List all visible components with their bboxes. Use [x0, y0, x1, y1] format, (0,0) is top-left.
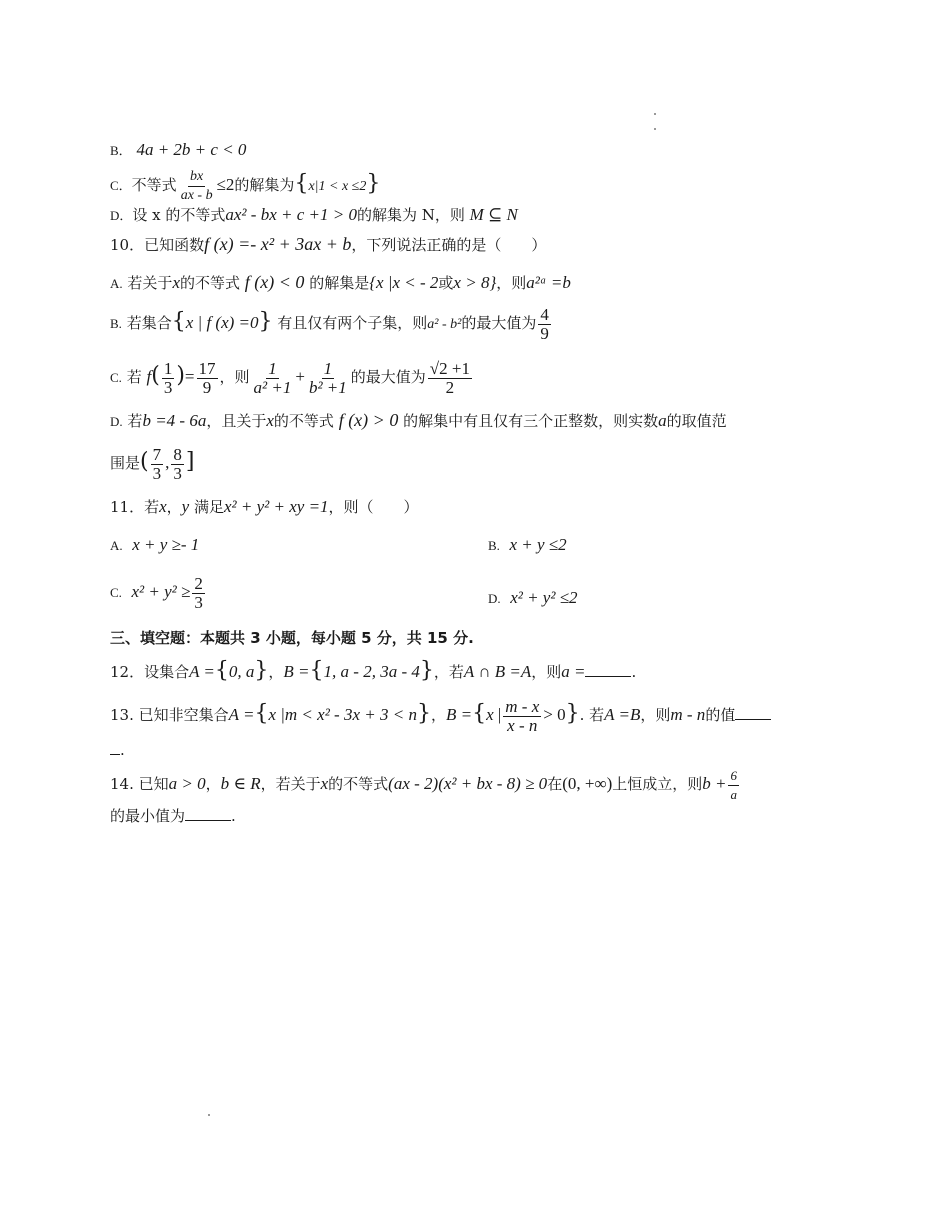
option-10c: C. 若 f( $\frac{1}{3}$ )= $\frac{17}{9}$ ，则 $\frac{1}{\text{a² +1}}$ + $\frac{1}{\text{b² +1}}$ 的最大值为 $\frac{√2 +1}{2}$ [110, 358, 470, 397]
fraction: $\frac{m - x}{x - n}$ [505, 696, 540, 735]
option-11d: D. x² + y² ≤2 [488, 588, 578, 607]
fraction: $\frac{17}{9}$ [198, 358, 216, 397]
scan-dot [654, 113, 656, 115]
section-3-heading: 三、填空题：本题共 3 小题，每小题 5 分，共 15 分. [110, 629, 474, 647]
question-13-cont: . [110, 740, 125, 760]
option-9d: D．设 x 的不等式ax² - bx + c +1 > 0的解集为 N，则 M ⊆ N [110, 205, 518, 224]
option-11b: B. x + y ≤2 [488, 535, 567, 554]
fraction: $\frac{6}{a}$ [730, 767, 737, 802]
fraction: $\frac{4}{9}$ [540, 304, 549, 343]
option-11a: A. x + y ≥- 1 [110, 535, 200, 554]
answer-blank [735, 705, 771, 720]
scan-dot [654, 128, 656, 130]
scan-dot [208, 1114, 210, 1116]
option-10a: A. 若关于x的不等式 f (x) < 0 的解集是{x |x < - 2或x > 8}，则a²ᵃ =b [110, 272, 571, 292]
option-10b: B. 若集合{x | f (x) =0} 有且仅有两个子集，则a² - b²的最大值为 $\frac{4}{9}$ [110, 304, 549, 343]
question-10-stem: 10．已知函数f (x) =- x² + 3ax + b，下列说法正确的是（ ） [110, 234, 547, 254]
question-14-cont: 的最小值为 . [110, 807, 236, 825]
fraction: $\frac{√2 +1}{2}$ [429, 358, 470, 397]
fraction: $\frac{2}{3}$ [194, 573, 203, 612]
option-10d-cont: 围是( $\frac{7}{3}$ , $\frac{8}{3}$ ] [110, 444, 195, 483]
question-12: 12．设集合A ={0, a}，B ={1, a - 2, 3a - 4}，若A ∩ B =A，则a = . [110, 658, 637, 683]
fraction: $\frac{1}{\text{a² +1}}$ [253, 358, 292, 397]
fraction: $\frac{7}{3}$ [152, 444, 162, 483]
fraction: $\frac{8}{3}$ [173, 444, 182, 483]
option-11c: C. x² + y² ≥ $\frac{2}{3}$ [110, 573, 203, 612]
fraction: $\frac{bx}{ax - b}$ [180, 168, 213, 203]
answer-blank [185, 806, 231, 821]
fraction: $\frac{1}{\text{b² +1}}$ [308, 358, 347, 397]
question-11-stem: 11．若x，y 满足x² + y² + xy =1，则（ ） [110, 497, 419, 516]
option-10d: D. 若b =4 - 6a，且关于x的不等式 f (x) > 0 的解集中有且仅有三个正整数，则实数a的取值范 [110, 410, 727, 430]
option-9b: B． 4a + 2b + c < 0 [110, 140, 247, 159]
question-14: 14. 已知a > 0，b ∈ R，若关于x的不等式(ax - 2)(x² + bx - 8) ≥ 0在(0, +∞)上恒成立，则b + $\frac{6}{a}$ [110, 767, 737, 802]
answer-blank [110, 740, 120, 755]
option-9c: C．不等式 $\frac{bx}{ax - b}$ ≤2的解集为{x|1 < x ≤2} [110, 168, 381, 203]
answer-blank [585, 662, 631, 677]
fraction: $\frac{1}{3}$ [163, 358, 173, 397]
question-13: 13. 已知非空集合A ={x |m < x² - 3x + 3 < n}，B ={x | $\frac{m - x}{x - n}$ > 0}. 若A =B，则m - n的值 [110, 690, 771, 738]
